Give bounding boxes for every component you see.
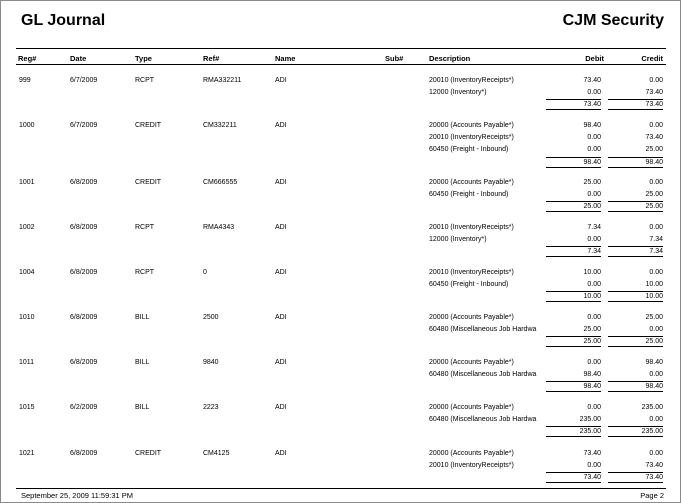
- line-debit: 7.34: [587, 224, 601, 231]
- credit-total-underline: [608, 256, 663, 257]
- line-description: 60450 (Freight - Inbound): [429, 146, 509, 154]
- entry-name: ADI: [275, 314, 287, 321]
- col-credit: Credit: [641, 54, 663, 63]
- entry-type: RCPT: [135, 77, 155, 84]
- col-date: Date: [70, 54, 87, 63]
- col-ref: Ref#: [203, 54, 220, 63]
- line-debit: 25.00: [583, 179, 601, 186]
- entry-total-debit: 25.00: [583, 203, 601, 211]
- entry-total-debit: 25.00: [583, 338, 601, 346]
- credit-total-underline: [608, 109, 663, 110]
- page-number: Page 2: [640, 491, 664, 500]
- entry-date: 6/8/2009: [70, 179, 98, 186]
- line-debit: 73.40: [583, 77, 601, 84]
- entry-date: 6/7/2009: [70, 122, 98, 129]
- line-debit: 0.00: [587, 281, 601, 289]
- entry-total-credit: 98.40: [645, 158, 663, 166]
- line-debit: 0.00: [587, 314, 601, 321]
- line-debit: 98.40: [583, 122, 601, 129]
- line-debit: 0.00: [587, 191, 601, 199]
- line-credit: 73.40: [645, 89, 663, 97]
- entry-total-credit: 235.00: [641, 428, 663, 436]
- entry-name: ADI: [275, 179, 287, 186]
- entry-total-debit: 235.00: [579, 428, 601, 436]
- line-credit: 25.00: [645, 191, 663, 199]
- entry-date: 6/8/2009: [70, 314, 98, 321]
- line-credit: 0.00: [649, 450, 663, 457]
- line-credit: 0.00: [649, 77, 663, 84]
- debit-total-underline: [546, 346, 601, 347]
- debit-total-underline: [546, 109, 601, 110]
- entry-total-debit: 98.40: [583, 158, 601, 166]
- header-bottom-rule: [16, 64, 666, 65]
- entry-reg: 1015: [19, 404, 35, 411]
- line-credit: 7.34: [649, 236, 663, 244]
- line-debit: 0.00: [587, 134, 601, 142]
- line-debit: 0.00: [587, 462, 601, 470]
- line-description: 20000 (Accounts Payable*): [429, 122, 514, 129]
- entry-name: ADI: [275, 450, 287, 457]
- line-description: 20010 (InventoryReceipts*): [429, 224, 514, 231]
- col-name: Name: [275, 54, 296, 63]
- line-debit: 0.00: [587, 89, 601, 97]
- entry-total-credit: 73.40: [645, 474, 663, 482]
- line-description: 20000 (Accounts Payable*): [429, 314, 514, 321]
- line-debit: 98.40: [583, 371, 601, 379]
- line-credit: 0.00: [649, 179, 663, 186]
- entry-total-debit: 10.00: [583, 293, 601, 301]
- entry-total-credit: 25.00: [645, 338, 663, 346]
- credit-total-underline: [608, 211, 663, 212]
- credit-total-underline: [608, 346, 663, 347]
- entry-total-credit: 25.00: [645, 203, 663, 211]
- entry-reg: 1002: [19, 224, 35, 231]
- report-title: GL Journal: [21, 12, 106, 29]
- entry-name: ADI: [275, 269, 287, 276]
- entry-date: 6/8/2009: [70, 224, 98, 231]
- entry-total-debit: 73.40: [583, 101, 601, 109]
- entry-reg: 1001: [19, 179, 35, 186]
- line-description: 20010 (InventoryReceipts*): [429, 462, 514, 470]
- line-debit: 73.40: [583, 450, 601, 457]
- col-description: Description: [429, 54, 471, 63]
- entry-type: RCPT: [135, 269, 155, 276]
- line-description: 20000 (Accounts Payable*): [429, 359, 514, 366]
- credit-total-underline: [608, 482, 663, 483]
- line-description: 60480 (Miscellaneous Job Hardwa: [429, 416, 537, 424]
- entry-reg: 999: [19, 77, 31, 84]
- entry-total-debit: 73.40: [583, 474, 601, 482]
- debit-total-underline: [546, 167, 601, 168]
- entry-name: ADI: [275, 122, 287, 129]
- entry-ref: RMA4343: [203, 224, 235, 231]
- line-description: 60450 (Freight - Inbound): [429, 191, 509, 199]
- entry-reg: 1011: [19, 359, 35, 366]
- line-credit: 0.00: [649, 371, 663, 379]
- line-credit: 235.00: [641, 404, 663, 411]
- entry-date: 6/8/2009: [70, 359, 98, 366]
- line-credit: 73.40: [645, 462, 663, 470]
- col-type: Type: [135, 54, 152, 63]
- entry-name: ADI: [275, 77, 287, 84]
- line-description: 20000 (Accounts Payable*): [429, 404, 514, 411]
- entry-type: BILL: [135, 404, 150, 411]
- entry-type: CREDIT: [135, 450, 162, 457]
- line-credit: 98.40: [645, 359, 663, 366]
- line-debit: 25.00: [583, 326, 601, 334]
- entry-reg: 1004: [19, 269, 35, 276]
- line-credit: 73.40: [645, 134, 663, 142]
- line-debit: 0.00: [587, 359, 601, 366]
- entry-ref: CM666555: [203, 179, 238, 186]
- line-description: 60480 (Miscellaneous Job Hardwa: [429, 326, 537, 334]
- entry-date: 6/8/2009: [70, 269, 98, 276]
- entry-total-credit: 10.00: [645, 293, 663, 301]
- credit-total-underline: [608, 391, 663, 392]
- credit-total-underline: [608, 301, 663, 302]
- debit-total-underline: [546, 391, 601, 392]
- line-description: 20000 (Accounts Payable*): [429, 179, 514, 186]
- entry-ref: CM4125: [203, 450, 230, 457]
- print-timestamp: September 25, 2009 11:59:31 PM: [21, 491, 134, 500]
- line-debit: 0.00: [587, 236, 601, 244]
- entry-ref: 9840: [203, 359, 219, 366]
- entry-total-credit: 98.40: [645, 383, 663, 391]
- entry-ref: CM332211: [203, 122, 237, 129]
- line-credit: 0.00: [649, 416, 663, 424]
- line-debit: 0.00: [587, 404, 601, 411]
- line-description: 20010 (InventoryReceipts*): [429, 134, 514, 142]
- entry-reg: 1000: [19, 122, 35, 129]
- entry-name: ADI: [275, 359, 287, 366]
- line-description: 20010 (InventoryReceipts*): [429, 269, 514, 276]
- col-sub: Sub#: [385, 54, 404, 63]
- entry-type: BILL: [135, 359, 150, 366]
- entry-total-credit: 73.40: [645, 101, 663, 109]
- line-debit: 0.00: [587, 146, 601, 154]
- line-description: 12000 (Inventory*): [429, 89, 487, 97]
- line-debit: 235.00: [579, 416, 601, 424]
- col-debit: Debit: [585, 54, 604, 63]
- col-reg: Reg#: [18, 54, 37, 63]
- entry-reg: 1010: [19, 314, 35, 321]
- debit-total-underline: [546, 211, 601, 212]
- entry-type: CREDIT: [135, 179, 162, 186]
- entry-name: ADI: [275, 224, 287, 231]
- line-description: 60450 (Freight - Inbound): [429, 281, 509, 289]
- credit-total-underline: [608, 167, 663, 168]
- footer-rule: [16, 488, 666, 489]
- entry-ref: 2223: [203, 404, 219, 411]
- entry-ref: 0: [203, 269, 207, 276]
- line-description: 60480 (Miscellaneous Job Hardwa: [429, 371, 537, 379]
- entry-name: ADI: [275, 404, 287, 411]
- entry-date: 6/8/2009: [70, 450, 98, 457]
- line-debit: 10.00: [583, 269, 601, 276]
- line-credit: 25.00: [645, 314, 663, 321]
- entry-ref: 2500: [203, 314, 219, 321]
- line-credit: 0.00: [649, 122, 663, 129]
- entry-total-debit: 98.40: [583, 383, 601, 391]
- line-credit: 10.00: [645, 281, 663, 289]
- line-credit: 0.00: [649, 326, 663, 334]
- credit-total-underline: [608, 436, 663, 437]
- line-description: 20000 (Accounts Payable*): [429, 450, 514, 457]
- debit-total-underline: [546, 301, 601, 302]
- entry-total-credit: 7.34: [649, 248, 663, 256]
- line-credit: 0.00: [649, 269, 663, 276]
- entry-total-debit: 7.34: [587, 248, 601, 256]
- entry-date: 6/2/2009: [70, 404, 98, 411]
- line-credit: 0.00: [649, 224, 663, 231]
- entry-type: RCPT: [135, 224, 155, 231]
- entry-date: 6/7/2009: [70, 77, 98, 84]
- entry-reg: 1021: [19, 450, 35, 457]
- line-description: 20010 (InventoryReceipts*): [429, 77, 514, 84]
- entry-type: BILL: [135, 314, 150, 321]
- line-description: 12000 (Inventory*): [429, 236, 487, 244]
- entry-type: CREDIT: [135, 122, 162, 129]
- entry-ref: RMA332211: [203, 77, 242, 84]
- debit-total-underline: [546, 436, 601, 437]
- company-name: CJM Security: [562, 12, 664, 29]
- header-top-rule: [16, 48, 666, 49]
- debit-total-underline: [546, 256, 601, 257]
- debit-total-underline: [546, 482, 601, 483]
- line-credit: 25.00: [645, 146, 663, 154]
